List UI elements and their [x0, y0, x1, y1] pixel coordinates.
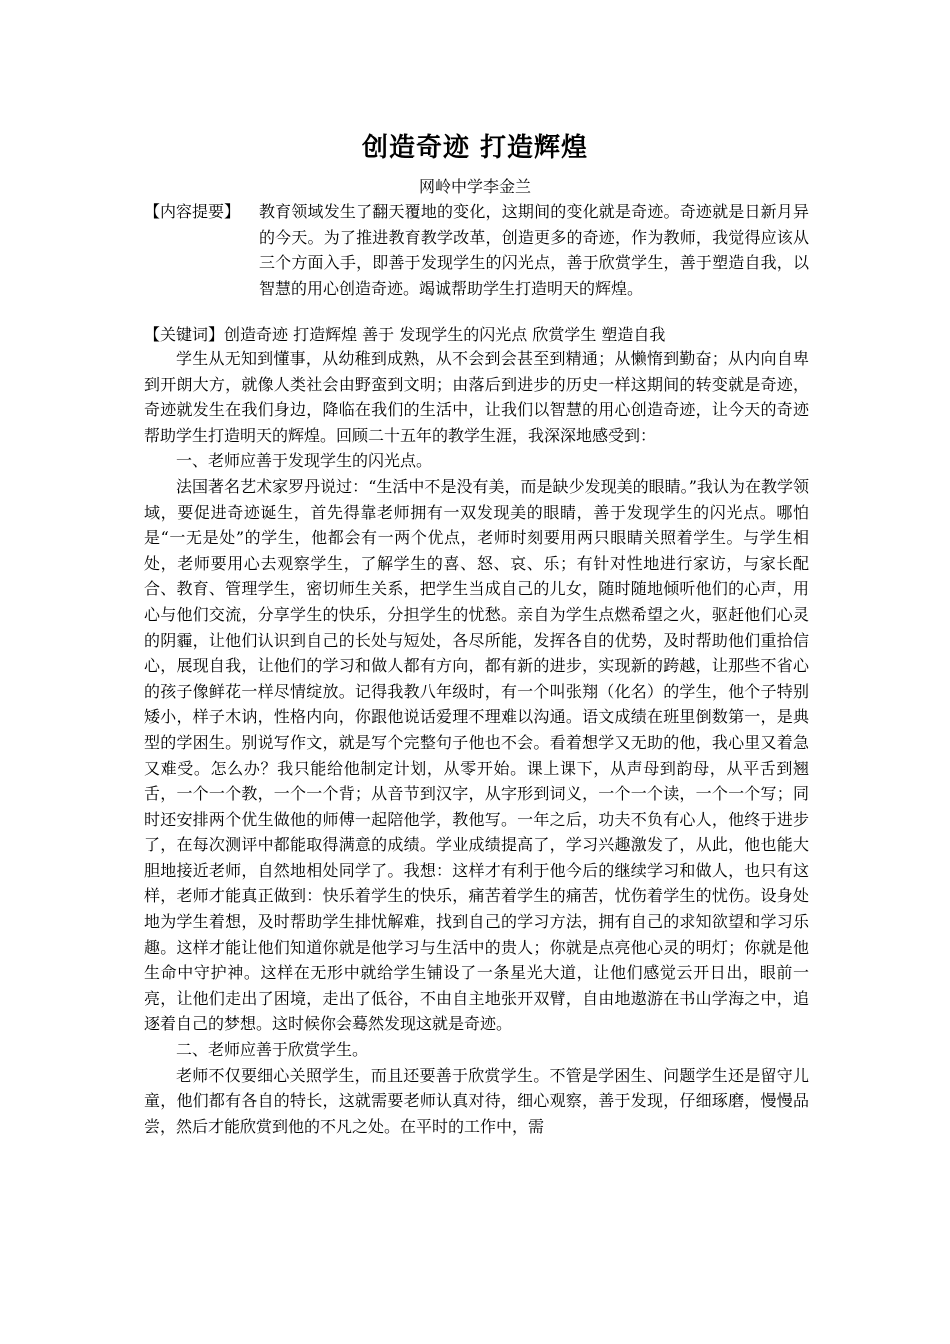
body-paragraph: 学生从无知到懂事，从幼稚到成熟，从不会到会甚至到精通；从懒惰到勤奋；从内向自卑到开朗大方，就像人类社会由野蛮到文明；由落后到进步的历史一样这期间的转变就是奇迹，奇迹就发生在我们身边，降临在我们的生活中，让我们以智慧的用心创造奇迹，让今天的奇迹帮助学生打造明天的辉煌。回顾二十五年的教学生涯，我深深地感受到：	[144, 349, 809, 445]
abstract-label: 【内容提要】	[144, 202, 241, 221]
abstract-text: 教育领域发生了翻天覆地的变化，这期间的变化就是奇迹。奇迹就是日新月异的今天。为了推进教育教学改革，创造更多的奇迹，作为教师，我觉得应该从三个方面入手，即善于发现学生的闪光点，善于欣赏学生，善于塑造自我，以智慧的用心创造奇迹。竭诚帮助学生打造明天的辉煌。	[259, 202, 809, 298]
author-line: 网岭中学李金兰	[418, 177, 531, 196]
document-title: 创造奇迹 打造辉煌	[361, 133, 589, 163]
document-body	[144, 346, 809, 1139]
section-heading: 一、老师应善于发现学生的闪光点。	[176, 451, 433, 471]
body-paragraph: 老师不仅要细心关照学生，而且还要善于欣赏学生。不管是学困生、问题学生还是留守儿童，他们都有各自的特长，这就需要老师认真对待，细心观察，善于发现，仔细琢磨，慢慢品尝，然后才能欣赏到他的不凡之处。在平时的工作中，需	[144, 1065, 809, 1136]
section-heading: 二、老师应善于欣赏学生。	[176, 1040, 369, 1060]
abstract-section	[144, 199, 809, 301]
keywords-line: 【关键词】创造奇迹 打造辉煌 善于 发现学生的闪光点 欣赏学生 塑造自我	[144, 325, 666, 344]
body-paragraph: 法国著名艺术家罗丹说过：“生活中不是没有美，而是缺少发现美的眼睛。”我认为在教学领域，要促进奇迹诞生，首先得靠老师拥有一双发现美的眼睛，善于发现学生的闪光点。哪怕是“一无是处”的学生，他都会有一两个优点，老师时刻要用两只眼睛关照着学生。与学生相处，老师要用心去观察学生，了解学生的喜、怒、哀、乐；有针对性地进行家访，与家长配合、教育、管理学生，密切师生关系，把学生当成自己的儿女，随时随地倾听他们的心声，用心与他们交流，分享学生的快乐，分担学生的忧愁。亲自为学生点燃希望之火，驱赶他们心灵的阴霾，让他们认识到自己的长处与短处，各尽所能，发挥各自的优势，及时帮助他们重拾信心，展现自我，让他们的学习和做人都有方向，都有新的进步，实现新的跨越，让那些不省心的孩子像鲜花一样尽情绽放。记得我教八年级时，有一个叫张翔（化名）的学生，他个子特别矮小，样子木讷，性格内向，你跟他说话爱理不理难以沟通。语文成绩在班里倒数第一，是典型的学困生。别说写作文，就是写个完整句子他也不会。看着想学又无助的他，我心里又着急又难受。怎么办？我只能给他制定计划，从零开始。课上课下，从声母到韵母，从平舌到翘舌，一个一个教，一个一个背；从音节到汉字，从字形到词义，一个一个读，一个一个写；同时还安排两个优生做他的师傅一起陪他学，教他写。一年之后，功夫不负有心人，他终于进步了，在每次测评中都能取得满意的成绩。学业成绩提高了，学习兴趣激发了，从此，他也能大胆地接近老师，自然地相处同学了。我想：这样才有利于他今后的继续学习和做人，也只有这样，老师才能真正做到：快乐着学生的快乐，痛苦着学生的痛苦，忧伤着学生的忧伤。设身处地为学生着想，及时帮助学生排忧解难，找到自己的学习方法，拥有自己的求知欲望和学习乐趣。这样才能让他们知道你就是他学习与生活中的贵人；你就是点亮他心灵的明灯；你就是他生命中守护神。这样在无形中就给学生铺设了一条星光大道，让他们感觉云开日出，眼前一亮，让他们走出了困境，走出了低谷，不由自主地张开双臂，自由地遨游在书山学海之中，追逐着自己的梦想。这时候你会蓦然发现这就是奇迹。	[144, 476, 809, 1034]
